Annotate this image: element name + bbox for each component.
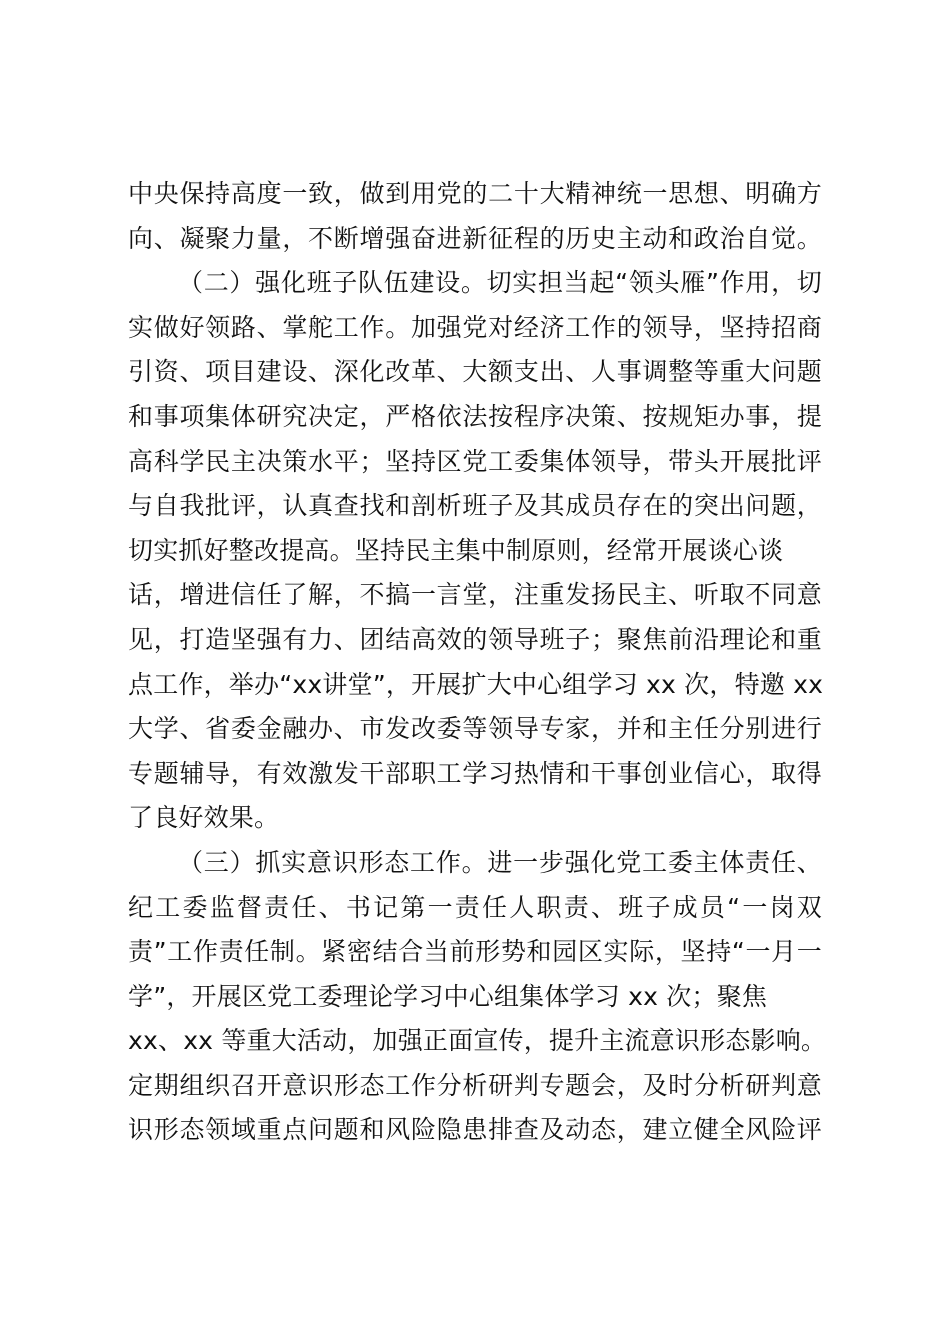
text-line: 与自我批评，认真查找和剖析班子及其成员存在的突出问题， — [128, 491, 822, 521]
text-line: 点工作，举办“xx讲堂”，开展扩大中心组学习 xx 次，特邀 xx — [128, 669, 824, 699]
text-line: 切实抓好整改提高。坚持民主集中制原则，经常开展谈心谈 — [128, 535, 784, 565]
text-line: xx、xx 等重大活动，加强正面宣传，提升主流意识形态影响。 — [128, 1026, 827, 1056]
text-line: 大学、省委金融办、市发改委等领导专家，并和主任分别进行 — [128, 714, 822, 744]
text-line: 中央保持高度一致，做到用党的二十大精神统一思想、明确方 — [128, 179, 822, 208]
text-line: 责”工作责任制。紧密结合当前形势和园区实际，坚持“一月一 — [128, 937, 822, 967]
text-line: 实做好领路、掌舵工作。加强党对经济工作的领导，坚持招商 — [128, 312, 822, 342]
text-line: 和事项集体研究决定，严格依法按程序决策、按规矩办事，提 — [128, 401, 822, 431]
text-line: 纪工委监督责任、书记第一责任人职责、班子成员“一岗双 — [128, 892, 822, 922]
text-line: 定期组织召开意识形态工作分析研判专题会，及时分析研判意 — [128, 1070, 822, 1100]
text-line: 高科学民主决策水平；坚持区党工委集体领导，带头开展批评 — [128, 446, 822, 476]
text-line: 话，增进信任了解，不搞一言堂，注重发扬民主、听取不同意 — [128, 580, 822, 610]
text-line: 学”，开展区党工委理论学习中心组集体学习 xx 次；聚焦 — [128, 981, 768, 1011]
text-line: 了良好效果。 — [128, 803, 280, 833]
document-body — [128, 172, 827, 1153]
text-line: 识形态领域重点问题和风险隐患排查及动态，建立健全风险评 — [128, 1115, 822, 1145]
text-line: （三）抓实意识形态工作。进一步强化党工委主体责任、 — [178, 847, 822, 877]
text-line: 见，打造坚强有力、团结高效的领导班子；聚焦前沿理论和重 — [128, 624, 822, 654]
text-line: 引资、项目建设、深化改革、大额支出、人事调整等重大问题 — [128, 357, 822, 387]
text-line: 专题辅导，有效激发干部职工学习热情和干事创业信心，取得 — [128, 758, 822, 788]
text-line: （二）强化班子队伍建设。切实担当起“领头雁”作用，切 — [178, 268, 822, 298]
text-line: 向、凝聚力量，不断增强奋进新征程的历史主动和政治自觉。 — [128, 223, 822, 253]
